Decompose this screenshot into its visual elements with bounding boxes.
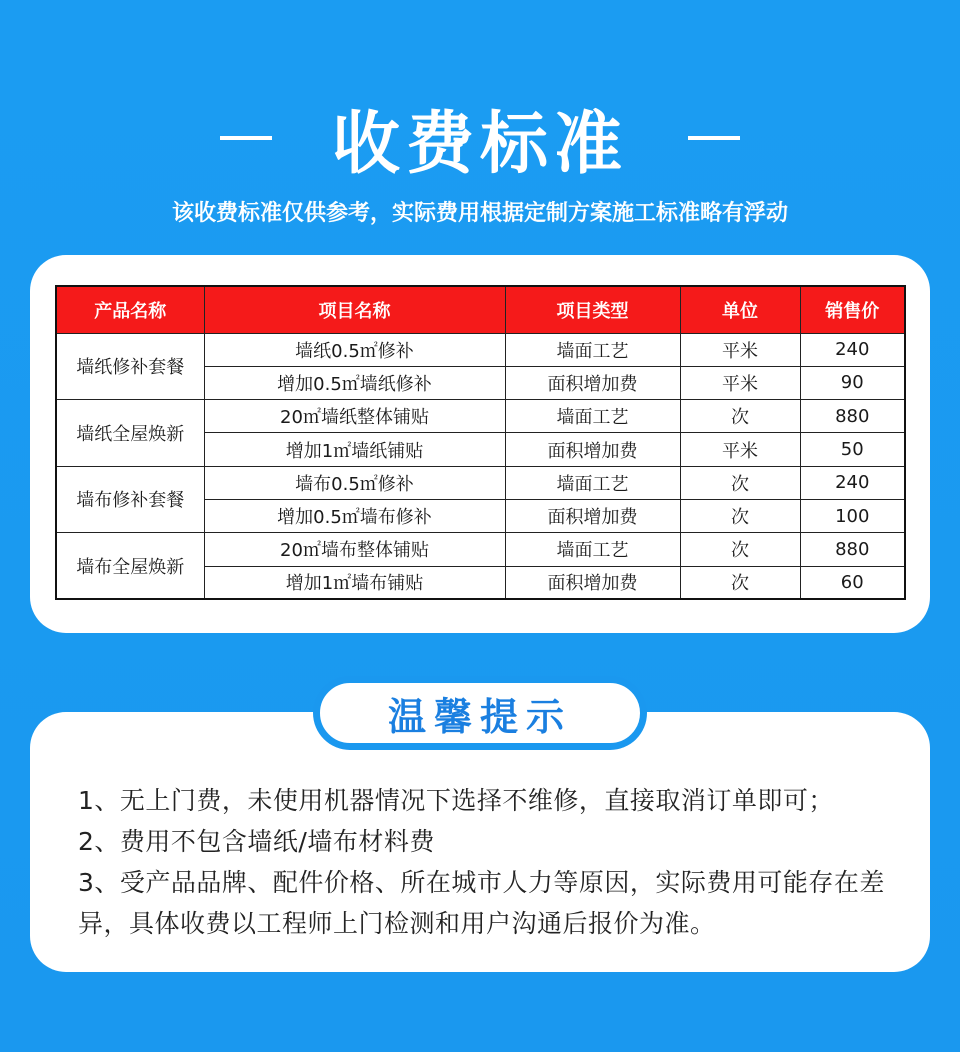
price-cell: 100: [800, 499, 905, 532]
notice-badge: [313, 676, 647, 750]
table-row: [56, 400, 905, 433]
unit-cell: 次: [680, 533, 800, 566]
column-header: 产品名称: [56, 286, 204, 333]
notice-card: [30, 712, 930, 972]
unit-cell: 次: [680, 499, 800, 532]
item-name-cell: 增加1㎡墙纸铺贴: [204, 433, 505, 466]
column-header: 销售价: [800, 286, 905, 333]
item-type-cell: 墙面工艺: [505, 533, 680, 566]
column-header: 项目类型: [505, 286, 680, 333]
product-name-cell: 墙布修补套餐: [56, 466, 204, 533]
notice-list: [78, 780, 898, 944]
item-type-cell: 面积增加费: [505, 366, 680, 399]
item-name-cell: 20㎡墙布整体铺贴: [204, 533, 505, 566]
price-cell: 90: [800, 366, 905, 399]
column-header: 项目名称: [204, 286, 505, 333]
item-name-cell: 增加0.5㎡墙纸修补: [204, 366, 505, 399]
unit-cell: 次: [680, 566, 800, 599]
page-title: 收费标准: [331, 104, 628, 184]
price-table-card: [30, 255, 930, 633]
price-cell: 880: [800, 533, 905, 566]
notice-item: 3、受产品品牌、配件价格、所在城市人力等原因，实际费用可能存在差异，具体收费以工程师上门检测和用户沟通后报价为准。: [78, 868, 885, 938]
item-type-cell: 墙面工艺: [505, 400, 680, 433]
product-name-cell: 墙纸全屋焕新: [56, 400, 204, 467]
item-name-cell: 20㎡墙纸整体铺贴: [204, 400, 505, 433]
item-name-cell: 墙布0.5㎡修补: [204, 466, 505, 499]
table-header-row: [56, 286, 905, 333]
page-subtitle: 该收费标准仅供参考，实际费用根据定制方案施工标准略有浮动: [171, 201, 788, 226]
table-row: [56, 466, 905, 499]
unit-cell: 次: [680, 400, 800, 433]
item-type-cell: 面积增加费: [505, 499, 680, 532]
item-name-cell: 墙纸0.5㎡修补: [204, 333, 505, 366]
title-left-dash: [220, 136, 272, 140]
price-cell: 880: [800, 400, 905, 433]
table-row: [56, 533, 905, 566]
title-right-dash: [688, 136, 740, 140]
item-type-cell: 墙面工艺: [505, 333, 680, 366]
notice-title: 温馨提示: [387, 694, 572, 739]
price-cell: 240: [800, 333, 905, 366]
product-name-cell: 墙布全屋焕新: [56, 533, 204, 600]
unit-cell: 平米: [680, 433, 800, 466]
item-type-cell: 面积增加费: [505, 433, 680, 466]
item-name-cell: 增加0.5㎡墙布修补: [204, 499, 505, 532]
price-cell: 50: [800, 433, 905, 466]
table-row: [56, 333, 905, 366]
price-table: [55, 285, 906, 600]
unit-cell: 次: [680, 466, 800, 499]
item-type-cell: 墙面工艺: [505, 466, 680, 499]
product-name-cell: 墙纸修补套餐: [56, 333, 204, 400]
item-type-cell: 面积增加费: [505, 566, 680, 599]
notice-badge-inner: [317, 680, 643, 746]
notice-item: 1、无上门费，未使用机器情况下选择不维修，直接取消订单即可；: [78, 786, 834, 815]
column-header: 单位: [680, 286, 800, 333]
unit-cell: 平米: [680, 366, 800, 399]
unit-cell: 平米: [680, 333, 800, 366]
item-name-cell: 增加1㎡墙布铺贴: [204, 566, 505, 599]
notice-item: 2、费用不包含墙纸/墙布材料费: [78, 827, 435, 856]
price-cell: 60: [800, 566, 905, 599]
price-cell: 240: [800, 466, 905, 499]
title-row: [0, 98, 960, 184]
